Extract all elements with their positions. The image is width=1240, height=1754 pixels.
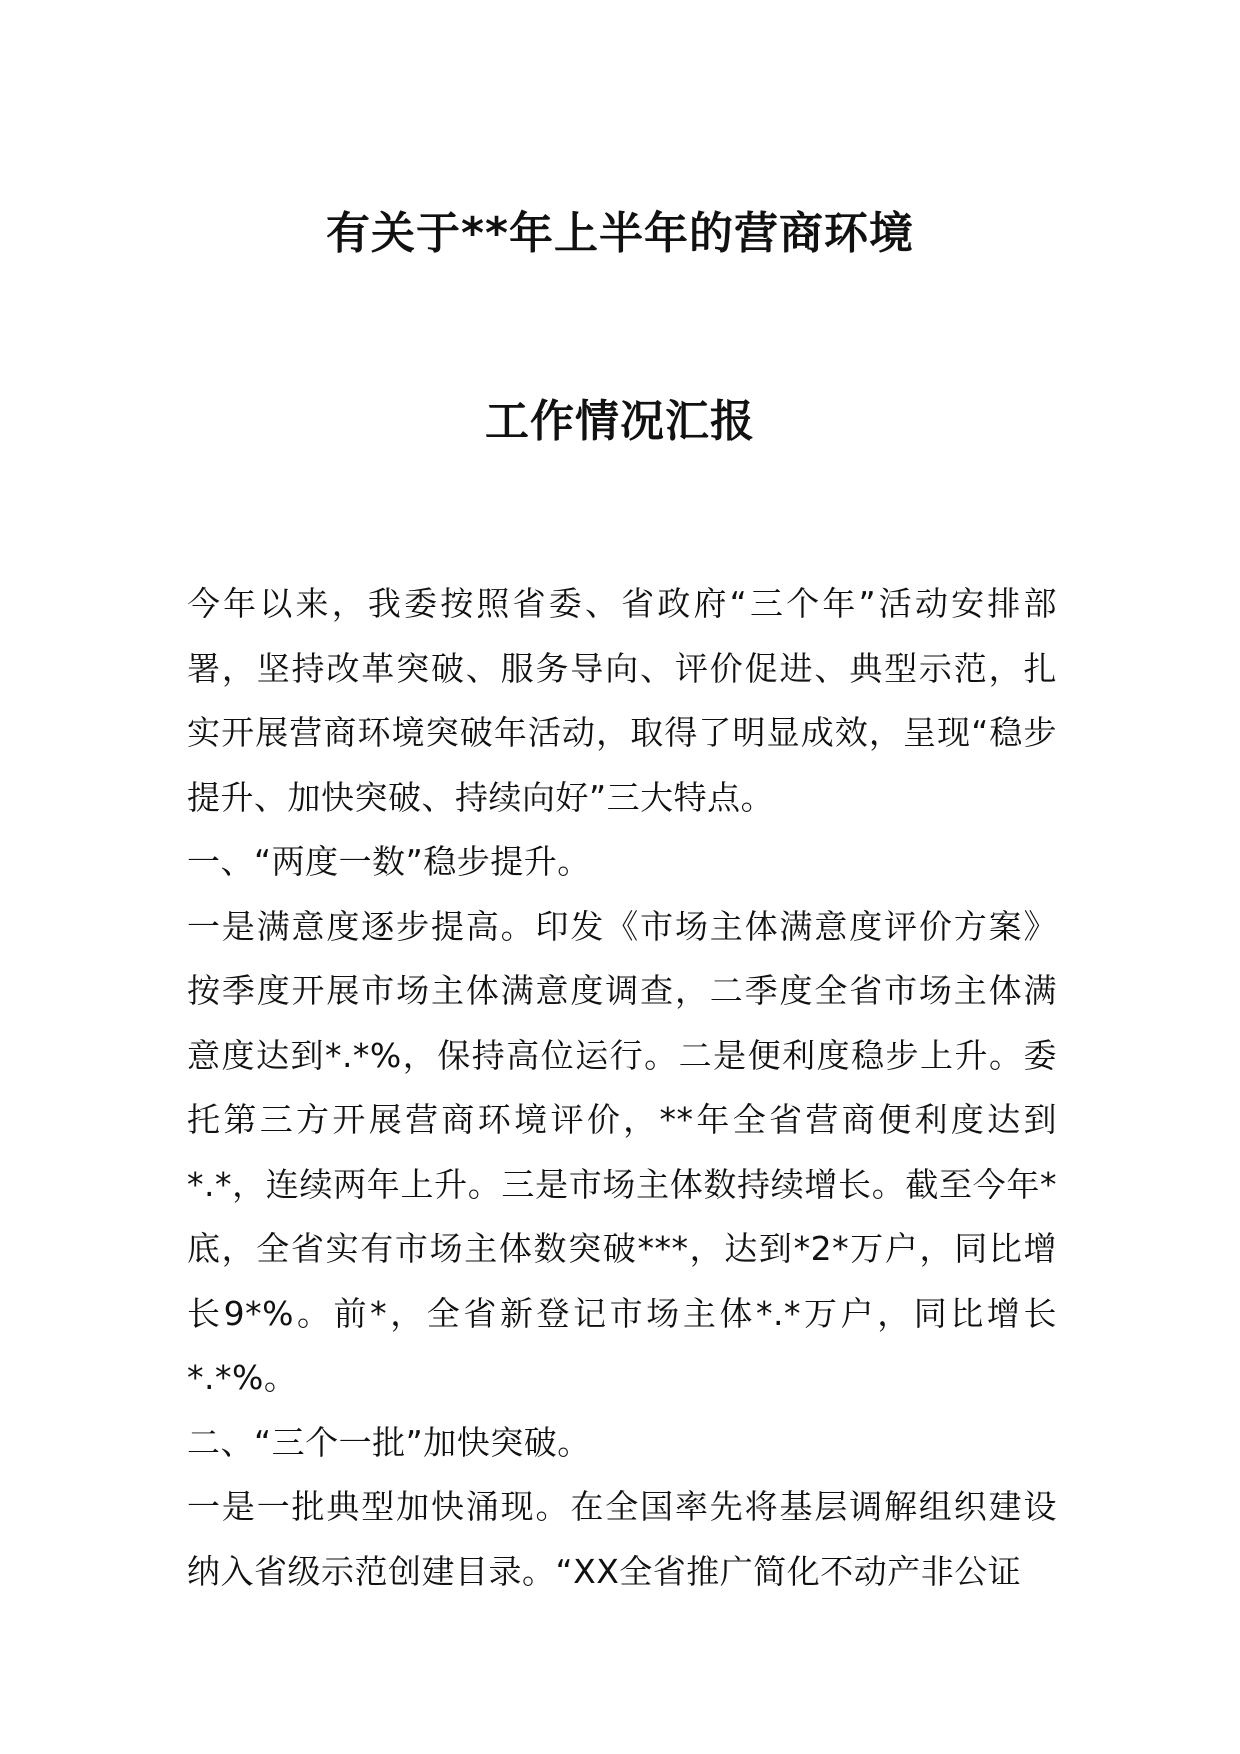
document-title-line-1: 有关于**年上半年的营商环境 [325, 208, 915, 259]
section-heading-1: 一、“两度一数”稳步提升。 [187, 842, 591, 881]
paragraph-section-1: 一是满意度逐步提高。印发《市场主体满意度评价方案》按季度开展市场主体满意度调查，二季度全省市场主体满意度达到*.*%，保持高位运行。二是便利度稳步上升。委托第三方开展营商环境评价，**年全省营商便利度达到*.*，连续两年上升。三是市场主体数持续增长。截至今年*底，全省实有市场主体数突破***，达到*2*万户，同比增长9*%。前*，全省新登记市场主体*.*万户，同比增长*.*%。 [187, 906, 1057, 1397]
document-title-line-2: 工作情况汇报 [485, 396, 755, 447]
paragraph-section-2: 一是一批典型加快涌现。在全国率先将基层调解组织建设纳入省级示范创建目录。“XX全省推广简化不动产非公证 [187, 1487, 1057, 1591]
section-heading-2: 二、“三个一批”加快突破。 [187, 1422, 591, 1462]
paragraph-intro: 今年以来，我委按照省委、省政府“三个年”活动安排部署，坚持改革突破、服务导向、评价促进、典型示范，扎实开展营商环境突破年活动，取得了明显成效，呈现“稳步提升、加快突破、持续向好”三大特点。 [187, 584, 1057, 817]
document-body [187, 572, 1057, 1604]
